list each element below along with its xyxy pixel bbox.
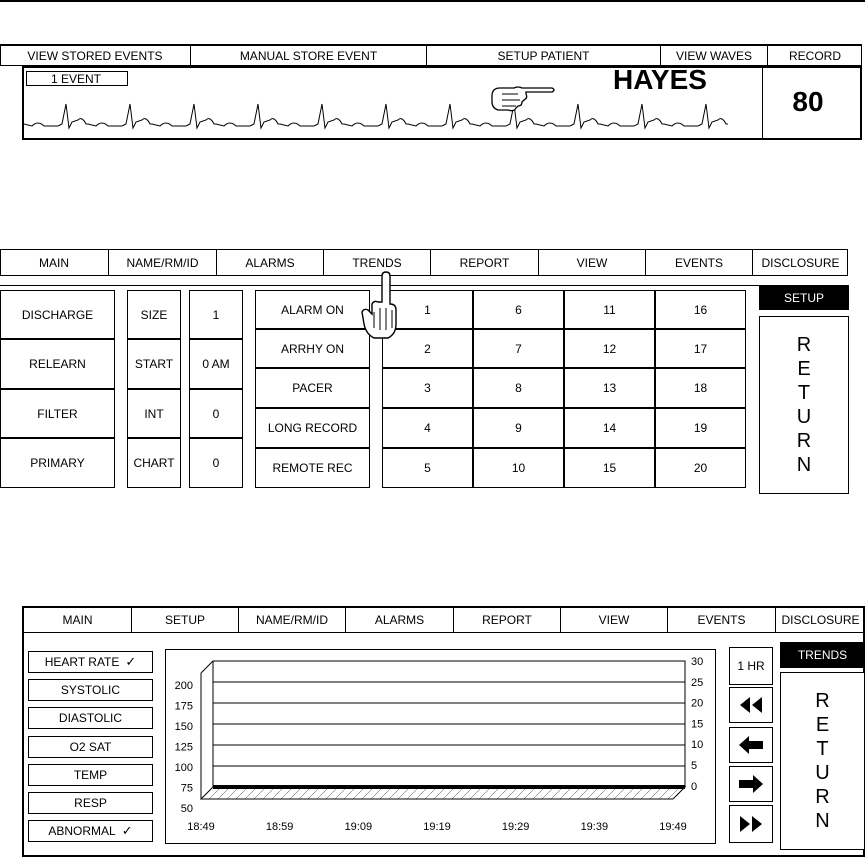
return-letter: R xyxy=(815,786,830,808)
y-right-tick-label: 15 xyxy=(691,718,704,731)
heart-rate-value: 80 xyxy=(792,86,824,117)
setup-param-value[interactable]: 1 xyxy=(189,290,243,339)
y-right-tick-label: 25 xyxy=(691,676,704,689)
setup-left-button[interactable]: PRIMARY xyxy=(0,438,115,488)
top-menu-item[interactable]: VIEW STORED EVENTS xyxy=(27,49,163,63)
setup-return-label xyxy=(759,316,849,494)
left-arrow-icon xyxy=(737,735,765,755)
setup-grid-cell[interactable]: 14 xyxy=(564,408,655,448)
setup-left-button[interactable]: DISCHARGE xyxy=(0,290,115,339)
chart-depth-edge xyxy=(201,661,213,673)
trends-panel-title: TRENDS xyxy=(780,642,865,668)
setup-tab[interactable]: MAIN xyxy=(39,255,69,270)
setup-grid-cell[interactable]: 18 xyxy=(655,368,746,408)
patient-name: HAYES xyxy=(613,64,707,95)
x-tick-label: 19:09 xyxy=(344,821,373,833)
setup-grid-cell[interactable]: 2 xyxy=(382,329,473,368)
hr-divider xyxy=(762,66,763,140)
setup-tab[interactable]: ALARMS xyxy=(216,250,323,275)
trend-param-label: TEMP xyxy=(73,768,108,782)
rewind-icon xyxy=(738,695,764,715)
y-left-tick-label: 175 xyxy=(174,700,193,713)
trends-tab[interactable]: SETUP xyxy=(131,608,238,632)
setup-tab[interactable]: REPORT xyxy=(430,250,538,275)
setup-grid-cell[interactable]: 8 xyxy=(473,368,564,408)
return-letter: R xyxy=(796,430,812,452)
setup-param-value[interactable]: 0 xyxy=(189,438,243,488)
y-right-tick-label: 10 xyxy=(691,739,704,752)
y-left-tick-label: 125 xyxy=(174,741,193,754)
y-right-tick-label: 30 xyxy=(691,656,704,668)
setup-param-value[interactable]: 0 AM xyxy=(189,339,243,389)
setup-grid-cell[interactable]: 7 xyxy=(473,329,564,368)
setup-grid-cell[interactable]: 11 xyxy=(564,290,655,329)
setup-param-label[interactable]: SIZE xyxy=(127,290,181,339)
y-left-tick-label: 150 xyxy=(174,721,193,733)
setup-option-button[interactable]: ARRHY ON xyxy=(255,329,370,368)
setup-tab[interactable]: EVENTS xyxy=(645,250,752,275)
setup-tab[interactable]: NAME/RM/ID xyxy=(108,250,216,275)
setup-grid-cell[interactable]: 6 xyxy=(473,290,564,329)
return-letter: E xyxy=(797,358,811,380)
setup-grid-cell[interactable]: 16 xyxy=(655,290,746,329)
setup-option-button[interactable]: PACER xyxy=(255,368,370,408)
setup-grid-cell[interactable]: 10 xyxy=(473,448,564,488)
setup-param-value[interactable]: 0 xyxy=(189,389,243,438)
top-menu-item[interactable]: MANUAL STORE EVENT xyxy=(190,46,426,66)
return-letter: T xyxy=(797,382,811,404)
setup-grid-cell[interactable]: 5 xyxy=(382,448,473,488)
return-letter: E xyxy=(815,714,830,736)
return-letter: N xyxy=(815,810,830,832)
trend-param-button[interactable] xyxy=(28,764,153,786)
time-span-button[interactable]: 1 HR xyxy=(729,647,773,685)
forward-button[interactable] xyxy=(729,766,773,802)
setup-grid-cell[interactable]: 4 xyxy=(382,408,473,448)
trend-chart xyxy=(165,649,716,844)
return-letter: R xyxy=(796,334,812,356)
x-tick-label: 19:29 xyxy=(501,821,530,833)
pointing-hand-icon xyxy=(488,80,558,116)
setup-grid-cell[interactable]: 13 xyxy=(564,368,655,408)
trend-param-button[interactable] xyxy=(28,792,153,814)
trends-tab[interactable]: DISCLOSURE xyxy=(775,608,865,632)
setup-grid-cell[interactable]: 19 xyxy=(655,408,746,448)
setup-tab[interactable]: VIEW xyxy=(538,250,645,275)
setup-param-label[interactable]: START xyxy=(127,339,181,389)
rewind-button[interactable] xyxy=(729,687,773,723)
y-right-tick-label: 20 xyxy=(691,697,704,710)
trends-tab[interactable]: EVENTS xyxy=(667,608,775,632)
return-letter: R xyxy=(815,690,830,712)
setup-grid-cell[interactable]: 1 xyxy=(382,290,473,329)
setup-grid-cell[interactable]: 3 xyxy=(382,368,473,408)
trends-tab-underline xyxy=(22,632,865,633)
return-letter: U xyxy=(796,406,812,428)
setup-grid-cell[interactable]: 17 xyxy=(655,329,746,368)
trend-param-button[interactable] xyxy=(28,736,153,758)
top-menu-item[interactable]: SETUP PATIENT xyxy=(426,46,660,66)
right-arrow-icon xyxy=(737,774,765,794)
x-tick-label: 18:59 xyxy=(265,821,294,833)
setup-grid-cell[interactable]: 9 xyxy=(473,408,564,448)
setup-param-label[interactable]: CHART xyxy=(127,438,181,488)
x-tick-label: 18:49 xyxy=(187,821,215,833)
setup-panel-title: SETUP xyxy=(759,285,849,310)
trends-tab[interactable]: REPORT xyxy=(453,608,560,632)
x-tick-label: 19:19 xyxy=(423,821,451,833)
trends-tab[interactable]: MAIN xyxy=(62,613,93,627)
y-left-tick-label: 100 xyxy=(174,762,193,774)
trend-param-button[interactable] xyxy=(28,679,153,701)
trends-tab[interactable]: NAME/RM/ID xyxy=(238,608,345,632)
setup-left-button[interactable]: FILTER xyxy=(0,389,115,438)
setup-tab[interactable]: TRENDS xyxy=(323,250,430,275)
return-letter: T xyxy=(816,738,829,760)
checkmark-icon: ✓ xyxy=(121,823,133,838)
trend-param-button[interactable] xyxy=(28,820,153,842)
trends-tab[interactable]: ALARMS xyxy=(345,608,453,632)
trend-param-button[interactable] xyxy=(28,707,153,729)
return-letter: U xyxy=(815,762,830,784)
setup-param-label[interactable]: INT xyxy=(127,389,181,438)
y-right-tick-label: 0 xyxy=(691,780,698,793)
setup-tab[interactable]: DISCLOSURE xyxy=(752,250,848,275)
setup-option-button[interactable]: LONG RECORD xyxy=(255,408,370,448)
trend-param-label: SYSTOLIC xyxy=(60,683,121,697)
y-left-tick-label: 200 xyxy=(174,680,193,692)
top-menu-item[interactable]: RECORD xyxy=(767,46,862,66)
setup-option-button[interactable]: ALARM ON xyxy=(255,290,370,329)
ecg-waveform xyxy=(24,86,759,136)
fast-forward-button[interactable] xyxy=(729,805,773,843)
trend-param-button[interactable] xyxy=(28,651,153,673)
checkmark-icon: ✓ xyxy=(125,654,137,669)
event-badge[interactable]: 1 EVENT xyxy=(26,71,128,86)
return-letter: N xyxy=(796,454,812,476)
trend-param-label: O2 SAT xyxy=(69,740,112,754)
y-left-tick-label: 75 xyxy=(180,782,193,795)
x-tick-label: 19:39 xyxy=(580,821,609,833)
setup-grid-cell[interactable]: 20 xyxy=(655,448,746,488)
top-border xyxy=(0,0,865,2)
y-left-tick-label: 50 xyxy=(180,803,193,815)
top-menu-item[interactable]: VIEW WAVES xyxy=(660,46,767,66)
trends-return-label xyxy=(780,672,865,850)
setup-left-button[interactable]: RELEARN xyxy=(0,339,115,389)
y-right-tick-label: 5 xyxy=(691,760,698,772)
setup-grid-cell[interactable]: 12 xyxy=(564,329,655,368)
setup-grid-cell[interactable]: 15 xyxy=(564,448,655,488)
trend-param-label: HEART RATE xyxy=(44,655,120,669)
trend-param-label: DIASTOLIC xyxy=(58,711,123,725)
hand-cursor-icon xyxy=(360,270,400,342)
back-button[interactable] xyxy=(729,727,773,763)
trend-param-label: RESP xyxy=(74,796,107,810)
trend-param-label: ABNORMAL xyxy=(48,824,116,838)
trends-tab[interactable]: VIEW xyxy=(560,608,667,632)
setup-option-button[interactable]: REMOTE REC xyxy=(255,448,370,488)
fast-forward-icon xyxy=(738,814,764,834)
x-tick-label: 19:49 xyxy=(659,821,687,833)
